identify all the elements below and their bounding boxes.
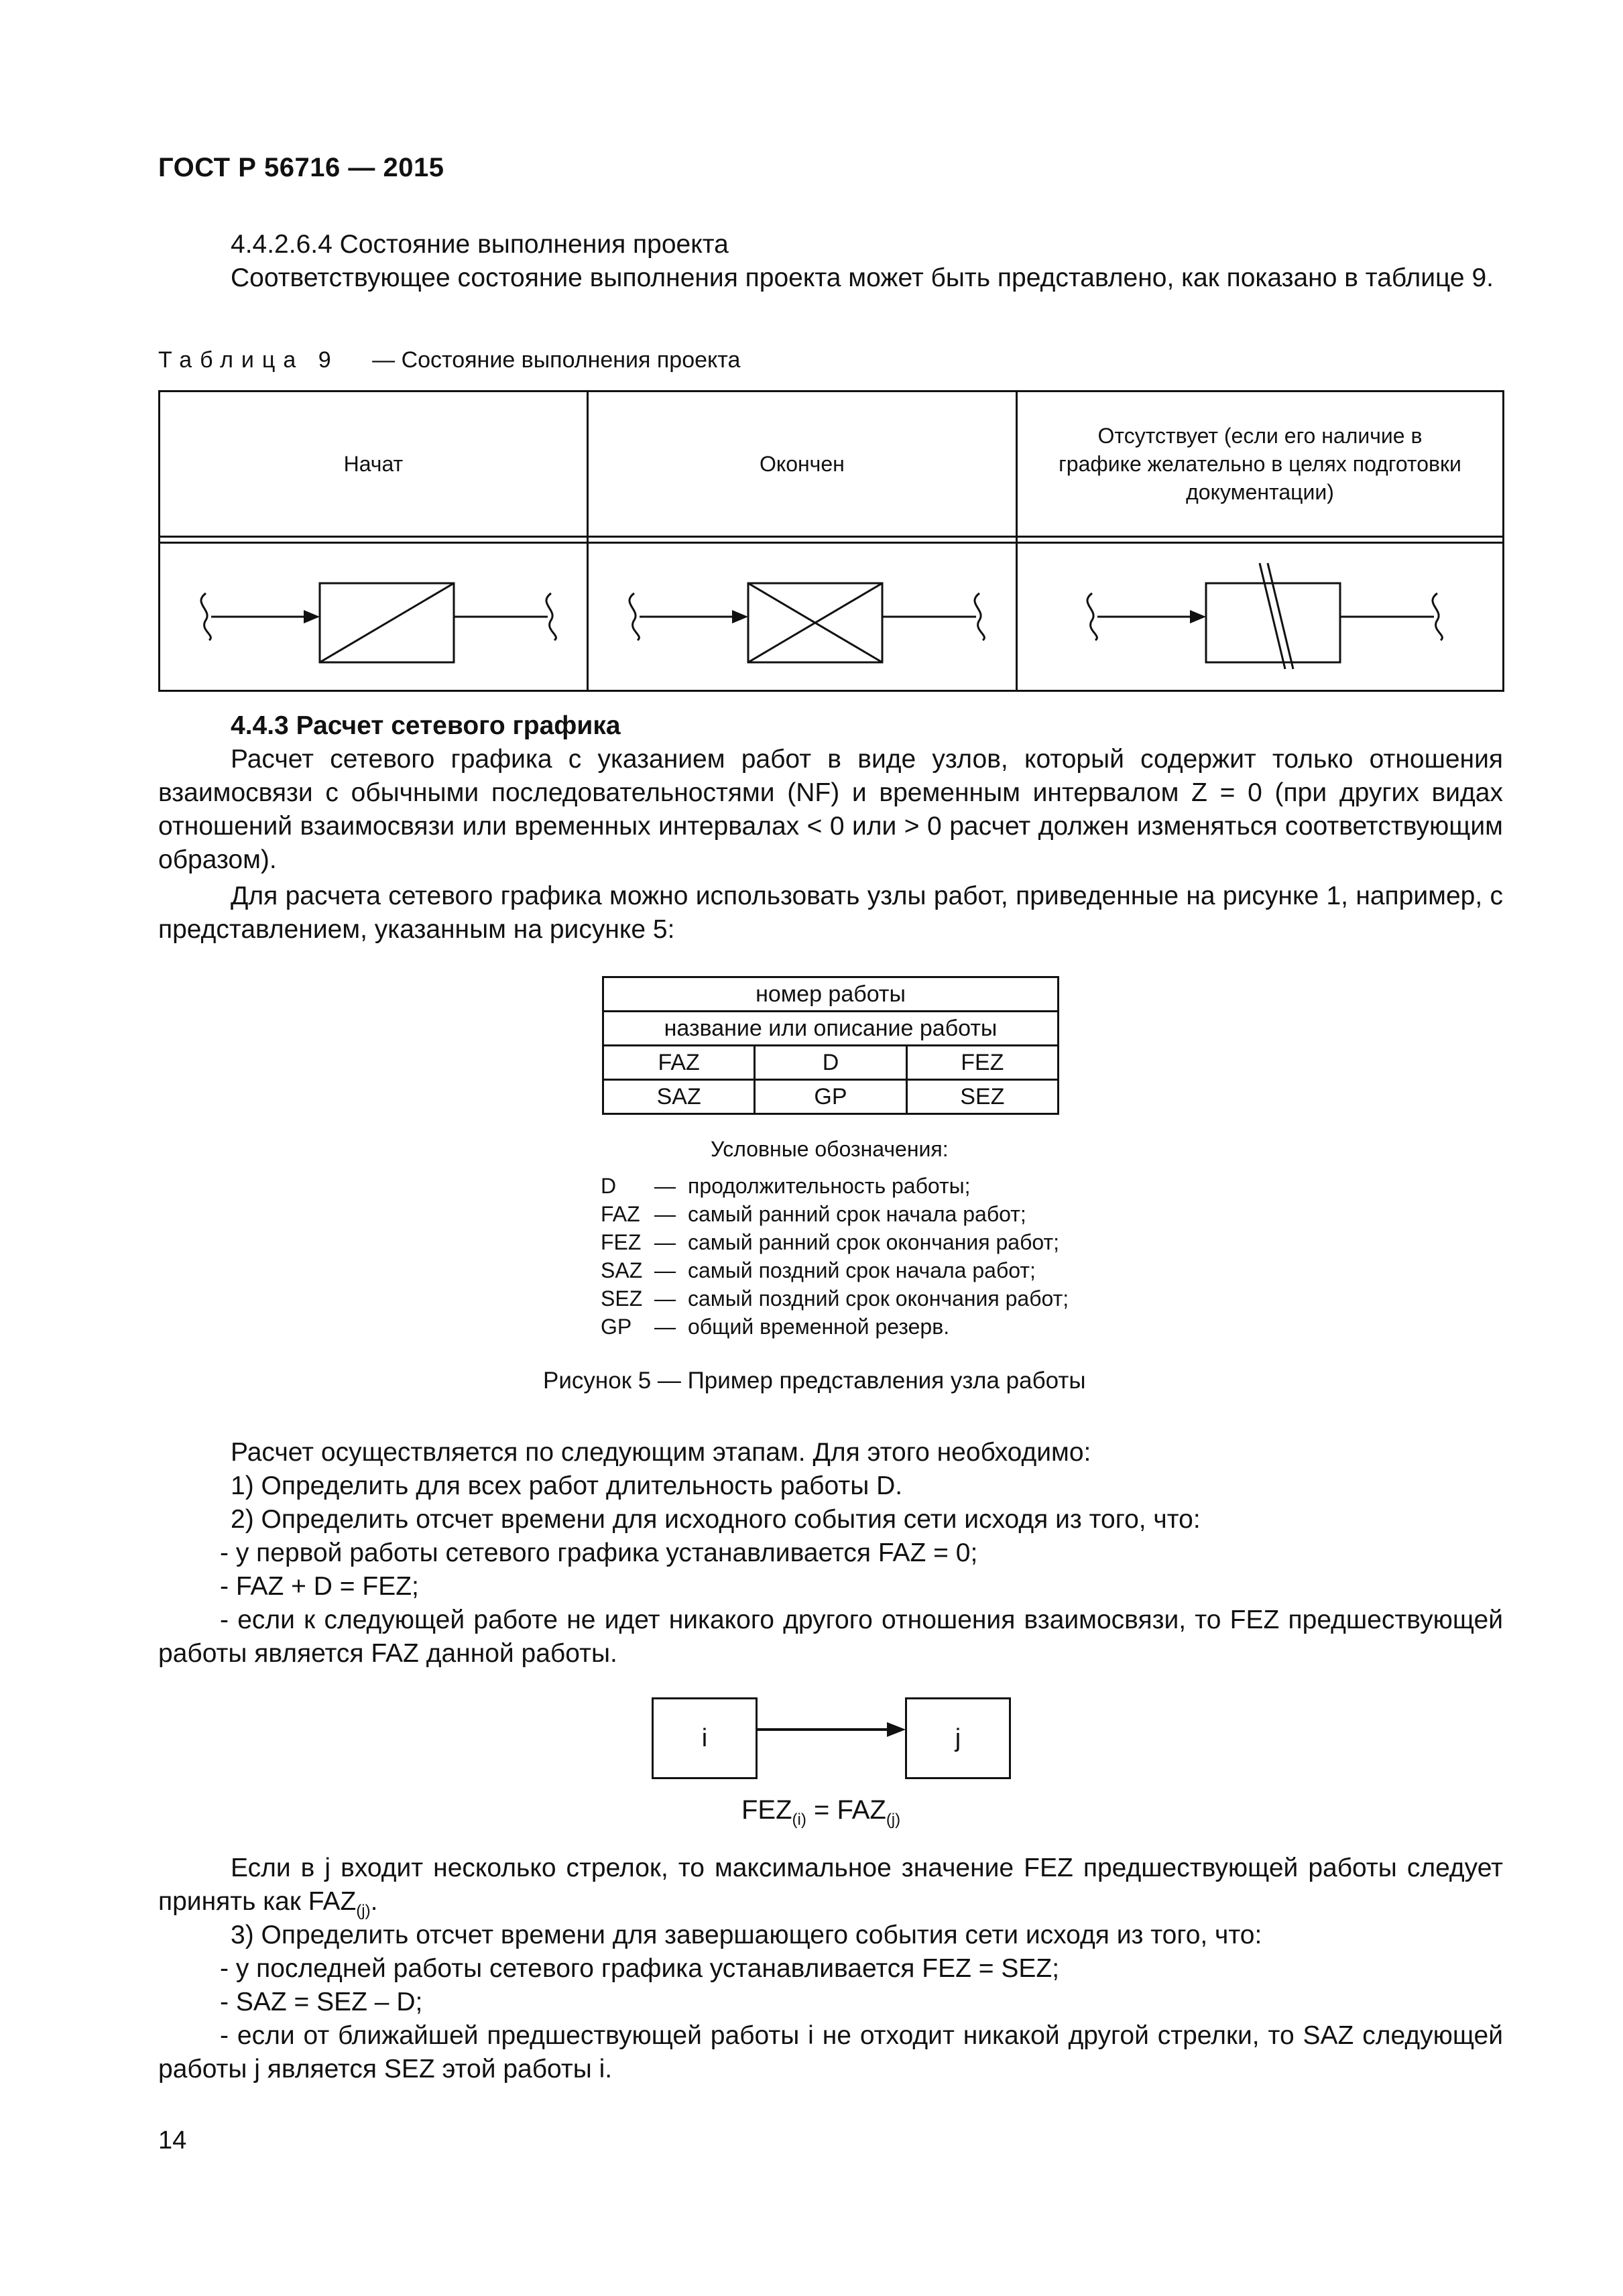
node-row-number: номер работы [603,977,1059,1012]
legend-dash: — [654,1286,676,1311]
legend-dash: — [654,1258,676,1282]
legend-desc: самый поздний срок начала работ; [688,1258,1036,1282]
table9-header-finished: Окончен [587,391,1016,537]
step-2a: - у первой работы сетевого графика устанавливается FAZ = 0; [220,1538,978,1567]
break-line-right [975,593,984,640]
break-line-left [629,593,639,640]
figure5-caption: Рисунок 5 — Пример представления узла работы [543,1368,1086,1394]
table9-header-absent: Отсутствует (если его наличие в графике желательно в целях подготовки документации) [1016,391,1503,537]
legend-dash: — [654,1202,676,1226]
table9-gap-cell [1016,537,1503,543]
node-cell-gp: GP [755,1080,906,1114]
legend-abbr: SAZ [601,1258,643,1282]
table9-symbol-finished [587,543,1016,691]
ij-arrow-head [887,1722,906,1737]
started-status-icon [186,563,561,664]
break-line-left [201,593,211,640]
step-2b: - FAZ + D = FEZ; [220,1572,419,1601]
arrow-head [1190,610,1206,623]
legend-desc: продолжительность работы; [688,1174,971,1198]
legend-item [601,1172,1069,1200]
steps-intro: Расчет осуществляется по следующим этапам. Для этого необходимо: [231,1438,1091,1467]
legend-item [601,1284,1069,1313]
section-4-4-3-paragraph-1: Расчет сетевого графика с указанием работ в виде узлов, который содержит только отношения взаимосвязи с обычными последовательностями (NF) и временным интервалом Z = 0 (при других видах отношений взаимосвязи или временных интервалах < 0 или > 0 расчет должен изменяться соответствующим образом). [158,745,1503,874]
break-line-left [1087,593,1097,640]
table9-caption-text: — Состояние выполнения проекта [372,347,741,373]
absent-status-icon [1072,556,1447,670]
node-cell-fez: FEZ [906,1046,1058,1080]
formula-lhs-sub: (i) [792,1811,806,1829]
legend-abbr: FEZ [601,1230,642,1254]
legend-dash: — [654,1315,676,1339]
diagonal-line [320,583,454,662]
legend-desc: самый поздний срок окончания работ; [688,1286,1069,1311]
legend [601,1172,1069,1341]
break-line-right [546,593,556,640]
section-4-4-3-paragraph-2: Для расчета сетевого графика можно использовать узлы работ, приведенные на рисунке 1, например, с представлением, указанным на рисунке 5: [158,882,1503,944]
multiple-arrows-end: . [370,1887,378,1916]
legend-title: Условные обозначения: [711,1137,949,1161]
multiple-arrows-sub: (j) [356,1901,371,1920]
finished-status-icon [614,563,989,664]
section-text-4-4-2-6-4: Соответствующее состояние выполнения проекта может быть представлено, как показано в таблице 9. [231,263,1494,292]
node-j-box [905,1697,1011,1779]
node-cell-faz: FAZ [603,1046,755,1080]
step-1: 1) Определить для всех работ длительность работы D. [231,1471,903,1500]
table9 [158,390,1504,692]
legend-dash: — [654,1174,676,1198]
multiple-arrows-text: Если в j входит несколько стрелок, то максимальное значение FEZ предшествующей работы следует принять как FAZ [158,1854,1503,1916]
document-header: ГОСТ Р 56716 — 2015 [158,153,444,182]
legend-desc: самый ранний срок начала работ; [688,1202,1026,1226]
legend-abbr: SEZ [601,1286,643,1311]
node-i-box [652,1697,758,1779]
legend-desc: общий временной резерв. [688,1315,950,1339]
step-2: 2) Определить отсчет времени для исходного события сети исходя из того, что: [231,1505,1201,1534]
step-2c: - если к следующей работе не идет никакого другого отношения взаимосвязи, то FEZ предшествующей работы является FAZ данной работы. [158,1606,1503,1668]
legend-item [601,1200,1069,1228]
section-heading-4-4-3: 4.4.3 Расчет сетевого графика [231,711,621,740]
node-cell-sez: SEZ [906,1080,1058,1114]
table9-header-started: Начат [160,391,588,537]
multiple-arrows-paragraph [158,1852,1503,1928]
legend-abbr: D [601,1174,617,1198]
ij-formula [741,1795,900,1829]
table9-gap-cell [587,537,1016,543]
node-row-name: название или описание работы [603,1012,1059,1046]
ij-arrow [756,1716,907,1743]
break-line-right [1433,593,1442,640]
section-heading-4-4-2-6-4: 4.4.2.6.4 Состояние выполнения проекта [231,230,729,259]
formula-mid: = FAZ [806,1795,886,1825]
table9-gap-cell [160,537,588,543]
legend-dash: — [654,1230,676,1254]
legend-abbr: GP [601,1315,632,1339]
table9-symbol-started [160,543,588,691]
node-cell-saz: SAZ [603,1080,755,1114]
node-cell-d: D [755,1046,906,1080]
arrow-head [732,610,748,623]
formula-rhs-sub: (j) [886,1811,901,1829]
arrow-head [304,610,320,623]
legend-abbr: FAZ [601,1202,640,1226]
legend-item [601,1228,1069,1256]
formula-lhs: FEZ [741,1795,792,1825]
legend-desc: самый ранний срок окончания работ; [688,1230,1060,1254]
table9-symbol-absent [1016,543,1503,691]
step-3b: - SAZ = SEZ – D; [220,1988,423,2016]
page-number: 14 [158,2126,187,2155]
step-3: 3) Определить отсчет времени для завершающего события сети исходя из того, что: [231,1921,1262,1949]
legend-item [601,1313,1069,1341]
node-j-label: j [955,1724,961,1752]
node-i-label: i [701,1724,708,1752]
activity-node-table [602,976,1059,1115]
table9-caption [158,347,740,373]
step-3a: - у последней работы сетевого графика устанавливается FEZ = SEZ; [220,1954,1060,1983]
legend-item [601,1256,1069,1284]
table9-caption-label: Таблица 9 [158,347,339,373]
step-3c: - если от ближайшей предшествующей работы i не отходит никакой другой стрелки, то SAZ следующей работы j является SEZ этой работы i. [158,2021,1503,2083]
